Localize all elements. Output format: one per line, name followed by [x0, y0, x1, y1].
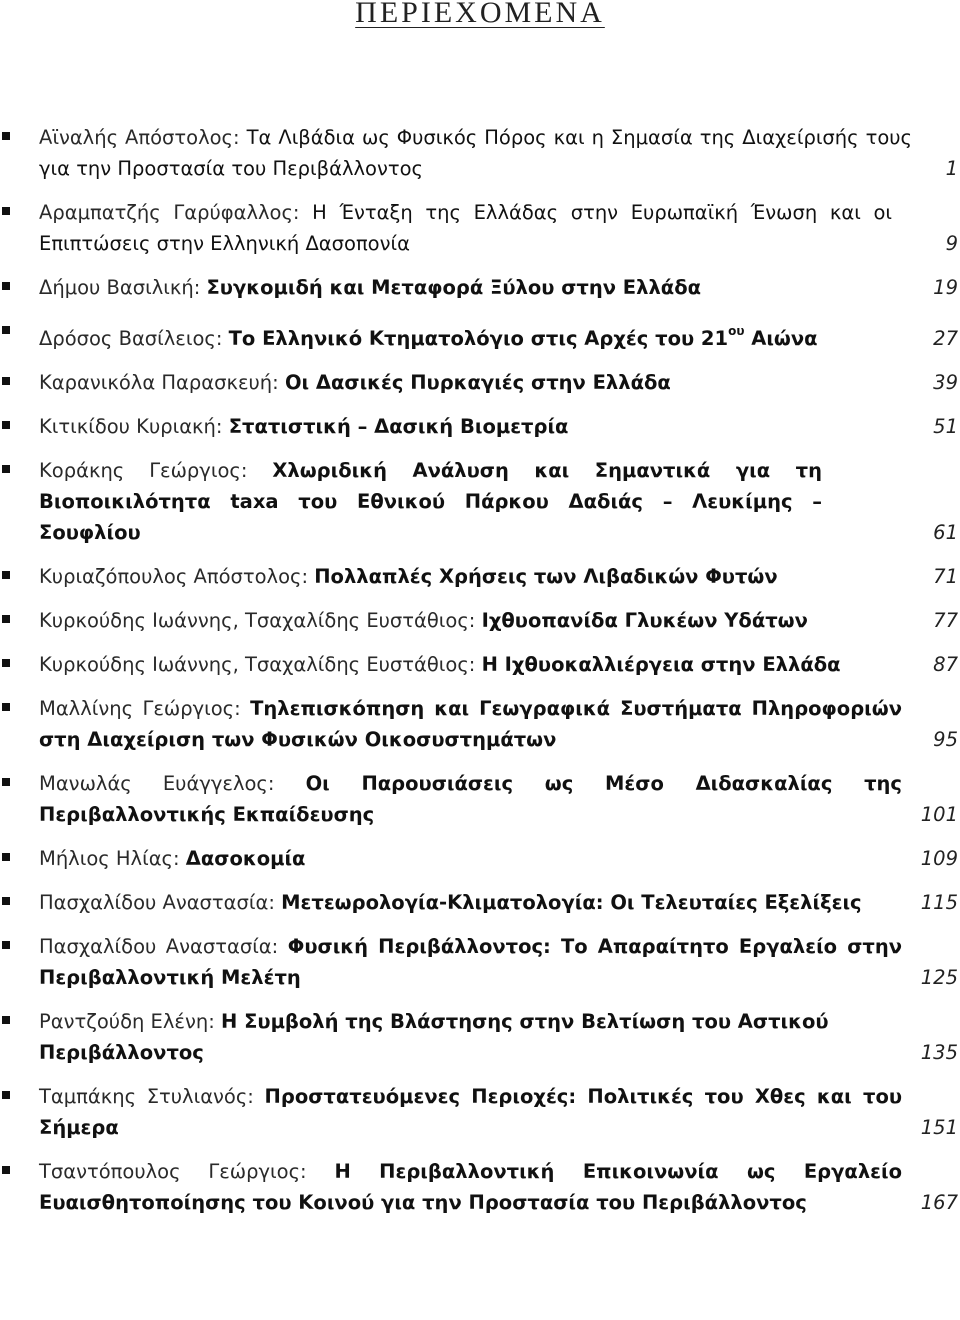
toc-entry [0, 197, 960, 259]
entry-title: Τα Λιβάδια ως Φυσικός Πόρος και η Σημασία της Διαχείρισής τους για την Προστασία του Περιβάλλοντος [39, 126, 912, 180]
entry-page: 39 [933, 371, 958, 394]
toc-entry [0, 122, 960, 184]
bullet-icon [2, 1166, 10, 1174]
toc-entry [0, 931, 960, 993]
entry-page: 135 [920, 1041, 958, 1064]
bullet-icon [2, 778, 10, 786]
entry-page: 1 [945, 157, 958, 180]
bullet-icon [2, 1091, 10, 1099]
entry-title: Προστατευόμενες Περιοχές: Πολιτικές του Χθες και του Σήμερα [39, 1085, 903, 1139]
bullet-icon [2, 941, 10, 949]
bullet-icon [2, 132, 10, 140]
bullet-icon [2, 326, 10, 334]
entry-author: Ραντζούδη Ελένη: [39, 1010, 215, 1033]
entry-page: 61 [933, 521, 958, 544]
entry-title: Χλωριδική Ανάλυση και Σημαντικά για τη Βιοποικιλότητα taxa του Εθνικού Πάρκου Δαδιάς – Λευκίμης – Σουφλίου [39, 459, 822, 544]
bullet-icon [2, 615, 10, 623]
entry-author: Τσαντόπουλος Γεώργιος: [39, 1160, 307, 1183]
entry-title: Η Περιβαλλοντική Επικοινωνία ως Εργαλείο Ευαισθητοποίησης του Κοινού για την Προστασία του Περιβάλλοντος [39, 1160, 903, 1214]
entry-author: Καρανικόλα Παρασκευή: [39, 371, 279, 394]
entry-author: Κιτικίδου Κυριακή: [39, 415, 223, 438]
entry-page: 115 [920, 891, 958, 914]
entry-title: Το Ελληνικό Κτηματολόγιο στις Αρχές του $21^{o\upsilon}$ Αιώνα [228, 324, 818, 350]
bullet-icon [2, 1016, 10, 1024]
entry-title: Μετεωρολογία-Κλιματολογία: Οι Τελευταίες Εξελίξεις [281, 891, 862, 914]
entry-page: 19 [933, 276, 958, 299]
toc-entry [0, 1006, 960, 1068]
entry-page: 167 [920, 1191, 958, 1214]
toc-entry [0, 768, 960, 830]
entry-author: Αραμπατζής Γαρύφαλλος: [39, 201, 300, 224]
entry-page: 95 [933, 728, 958, 751]
entry-page: 27 [933, 327, 958, 350]
entry-page: 77 [933, 609, 958, 632]
entry-author: Μαλλίνης Γεώργιος: [39, 697, 241, 720]
bullet-icon [2, 282, 10, 290]
bullet-icon [2, 897, 10, 905]
toc-entry [0, 843, 960, 874]
entry-page: 71 [933, 565, 958, 588]
toc-entry [0, 411, 960, 442]
entry-title: Τηλεπισκόπηση και Γεωγραφικά Συστήματα Πληροφοριών στη Διαχείριση των Φυσικών Οικοσυστημάτων [39, 697, 902, 751]
entry-page: 151 [920, 1116, 958, 1139]
entry-page: 9 [945, 232, 958, 255]
entry-author: Αϊναλής Απόστολος: [39, 126, 240, 149]
entry-title: Η Ένταξη της Ελλάδας στην Ευρωπαϊκή Ένωση και οι Επιπτώσεις στην Ελληνική Δασοπονία [39, 201, 892, 255]
entry-title: Στατιστική – Δασική Βιομετρία [228, 415, 569, 438]
toc-entry [0, 1081, 960, 1143]
entry-author: Κυριαζόπουλος Απόστολος: [39, 565, 309, 588]
entry-author: Κυρκούδης Ιωάννης, Τσαχαλίδης Ευστάθιος: [39, 609, 476, 632]
entry-page: 87 [933, 653, 958, 676]
entry-title: Η Ιχθυοκαλλιέργεια στην Ελλάδα [481, 653, 841, 676]
bullet-icon [2, 465, 10, 473]
entry-title: Η Συμβολή της Βλάστησης στην Βελτίωση του Αστικού Περιβάλλοντος [39, 1010, 829, 1064]
entry-author: Ταμπάκης Στυλιανός: [39, 1085, 254, 1108]
toc-entry [0, 605, 960, 636]
toc-entry [0, 561, 960, 592]
toc-entry [0, 316, 960, 354]
entry-author: Δρόσος Βασίλειος: [39, 327, 223, 350]
bullet-icon [2, 207, 10, 215]
entry-page: 51 [933, 415, 958, 438]
entry-author: Κυρκούδης Ιωάννης, Τσαχαλίδης Ευστάθιος: [39, 653, 476, 676]
entry-title: Δασοκομία [185, 847, 306, 870]
entry-author: Μανωλάς Ευάγγελος: [39, 772, 275, 795]
bullet-icon [2, 853, 10, 861]
table-of-contents [0, 122, 960, 1231]
entry-page: 101 [920, 803, 958, 826]
entry-page: 125 [920, 966, 958, 989]
entry-author: Κοράκης Γεώργιος: [39, 459, 248, 482]
entry-author: Δήμου Βασιλική: [39, 276, 201, 299]
toc-entry [0, 1156, 960, 1218]
bullet-icon [2, 659, 10, 667]
bullet-icon [2, 377, 10, 385]
entry-page: 109 [920, 847, 958, 870]
toc-entry [0, 649, 960, 680]
entry-title: Ιχθυοπανίδα Γλυκέων Υδάτων [481, 609, 808, 632]
entry-title: Οι Παρουσιάσεις ως Μέσο Διδασκαλίας της Περιβαλλοντικής Εκπαίδευσης [39, 772, 902, 826]
toc-entry [0, 272, 960, 303]
entry-author: Πασχαλίδου Αναστασία: [39, 891, 275, 914]
bullet-icon [2, 703, 10, 711]
toc-entry [0, 455, 960, 548]
entry-title: Οι Δασικές Πυρκαγιές στην Ελλάδα [284, 371, 671, 394]
toc-entry [0, 367, 960, 398]
toc-entry [0, 887, 960, 918]
entry-author: Μήλιος Ηλίας: [39, 847, 180, 870]
bullet-icon [2, 421, 10, 429]
entry-title: Πολλαπλές Χρήσεις των Λιβαδικών Φυτών [314, 565, 778, 588]
entry-title: Φυσική Περιβάλλοντος: Το Απαραίτητο Εργαλείο στην Περιβαλλοντική Μελέτη [39, 935, 902, 989]
entry-author: Πασχαλίδου Αναστασία: [39, 935, 279, 958]
entry-title: Συγκομιδή και Μεταφορά Ξύλου στην Ελλάδα [206, 276, 701, 299]
bullet-icon [2, 571, 10, 579]
page-title: ΠΕΡΙΕΧΟΜΕΝΑ [355, 0, 605, 29]
toc-entry [0, 693, 960, 755]
